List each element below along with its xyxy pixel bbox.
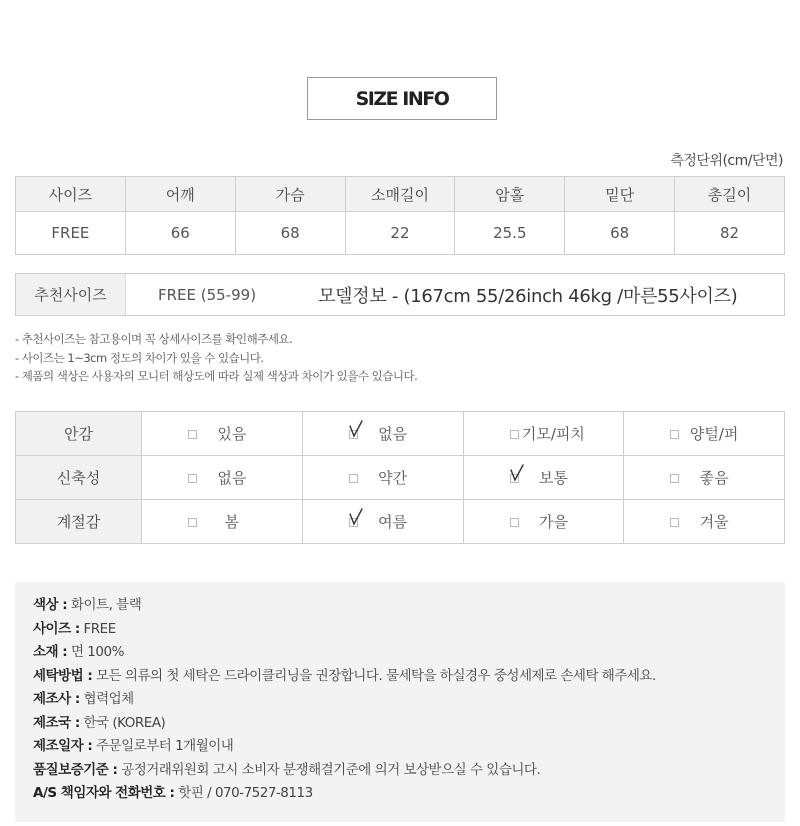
- feature-option-label: 있음: [217, 425, 247, 443]
- size-header-cell: 어깨: [125, 177, 235, 212]
- info-key: 소재 :: [33, 644, 68, 660]
- feature-label: 계절감: [16, 500, 142, 544]
- info-key: 세탁방법 :: [33, 667, 93, 684]
- info-value: 한국 (KOREA): [79, 714, 166, 731]
- size-header-cell: 밑단: [565, 177, 675, 212]
- info-key: 제조국 :: [33, 714, 80, 731]
- feature-option-wrap: [464, 456, 624, 499]
- size-header-cell: 암홀: [455, 177, 565, 212]
- feature-option-label: 보통: [538, 469, 568, 487]
- size-cell: 82: [675, 212, 785, 255]
- feature-option: [142, 412, 303, 456]
- size-cell: 22: [345, 212, 455, 255]
- feature-label: 안감: [16, 412, 142, 456]
- feature-option: [463, 412, 624, 456]
- size-cell: FREE: [16, 212, 126, 255]
- size-notes: [15, 330, 417, 386]
- feature-option: [142, 500, 303, 544]
- feature-option-label: 양털/퍼: [689, 425, 739, 443]
- feature-option-wrap: [142, 456, 302, 499]
- feature-option: [624, 500, 785, 544]
- feature-option-label: 없음: [217, 469, 247, 487]
- feature-option: [142, 456, 303, 500]
- feature-option-wrap: [142, 500, 302, 543]
- size-cell: 25.5: [455, 212, 565, 255]
- feature-option-label: 약간: [378, 469, 408, 487]
- info-value: 핫핀 / 070-7527-8113: [174, 785, 313, 801]
- recommended-size-box: [15, 273, 785, 316]
- info-line: [33, 665, 656, 689]
- feature-option-wrap: [624, 500, 784, 543]
- feature-option: [463, 500, 624, 544]
- feature-option: [302, 412, 463, 456]
- feature-option: [624, 412, 785, 456]
- info-key: 품질보증기준 :: [33, 761, 118, 778]
- measurement-unit: 측정단위(cm/단면): [670, 153, 783, 169]
- info-value: 모든 의류의 첫 세탁은 드라이클리닝을 권장합니다. 물세탁을 하실경우 중성세제로 손세탁 해주세요.: [92, 667, 656, 684]
- info-line: [33, 641, 656, 665]
- size-cell: 68: [565, 212, 675, 255]
- feature-option-label: 겨울: [699, 513, 729, 531]
- note-line: - 추천사이즈는 참고용이며 꼭 상세사이즈를 확인해주세요.: [15, 332, 293, 346]
- info-line: [33, 735, 656, 759]
- table-row: [16, 212, 785, 255]
- feature-option-wrap: [464, 412, 624, 455]
- info-key: 제조일자 :: [33, 738, 93, 754]
- size-table: [15, 176, 785, 255]
- info-line: [33, 618, 656, 642]
- feature-option-label: 없음: [378, 425, 408, 443]
- info-key: 제조사 :: [33, 691, 80, 707]
- info-line: [33, 782, 656, 806]
- table-row: [16, 456, 785, 500]
- size-info-title: SIZE INFO: [307, 77, 497, 120]
- model-info: 모델정보 - (167cm 55/26inch 46kg /마른55사이즈): [318, 285, 738, 307]
- feature-option-label: 봄: [224, 513, 240, 531]
- feature-option: [302, 456, 463, 500]
- note-line: - 제품의 색상은 사용자의 모니터 해상도에 따라 실제 색상과 차이가 있을수 있습니다.: [15, 369, 418, 383]
- size-header-cell: 가슴: [235, 177, 345, 212]
- product-info-list: [33, 594, 656, 806]
- info-value: 화이트, 블랙: [67, 597, 142, 613]
- feature-option-label: 가을: [538, 513, 568, 531]
- size-header-cell: 사이즈: [16, 177, 126, 212]
- feature-option: [624, 456, 785, 500]
- size-cell: 66: [125, 212, 235, 255]
- info-key: 색상 :: [33, 597, 68, 613]
- table-row: [16, 500, 785, 544]
- size-table-header-row: [16, 177, 785, 212]
- info-line: [33, 688, 656, 712]
- feature-option-wrap: [624, 456, 784, 499]
- recommended-size-label: 추천사이즈: [16, 274, 126, 315]
- feature-option-wrap: [464, 500, 624, 543]
- info-key: 사이즈 :: [33, 620, 80, 637]
- feature-option-label: 기모/피치: [521, 425, 585, 443]
- feature-option: [302, 500, 463, 544]
- info-value: 주문일로부터 1개월이내: [92, 738, 234, 754]
- feature-option-wrap: [142, 412, 302, 455]
- note-line: - 사이즈는 1~3cm 정도의 차이가 있을 수 있습니다.: [15, 350, 264, 365]
- table-row: [16, 412, 785, 456]
- feature-option-wrap: [624, 412, 784, 455]
- info-value: 협력업체: [79, 691, 134, 707]
- info-value: 공정거래위원회 고시 소비자 분쟁해결기준에 의거 보상받으실 수 있습니다.: [117, 761, 541, 778]
- feature-option-wrap: [303, 500, 463, 543]
- info-line: [33, 712, 656, 736]
- info-key: A/S 책임자와 전화번호 :: [33, 785, 175, 801]
- feature-table: [15, 411, 785, 544]
- feature-option-label: 좋음: [699, 469, 729, 487]
- feature-option: [463, 456, 624, 500]
- feature-label: 신축성: [16, 456, 142, 500]
- feature-option-wrap: [303, 412, 463, 455]
- info-value: FREE: [79, 620, 116, 637]
- feature-option-label: 여름: [378, 513, 408, 531]
- info-line: [33, 759, 656, 783]
- feature-option-wrap: [303, 456, 463, 499]
- info-value: 면 100%: [67, 644, 124, 660]
- size-cell: 68: [235, 212, 345, 255]
- recommended-size-value: FREE (55-99): [158, 285, 257, 304]
- size-header-cell: 총길이: [675, 177, 785, 212]
- info-line: [33, 594, 656, 618]
- size-header-cell: 소매길이: [345, 177, 455, 212]
- product-info-box: [15, 582, 785, 822]
